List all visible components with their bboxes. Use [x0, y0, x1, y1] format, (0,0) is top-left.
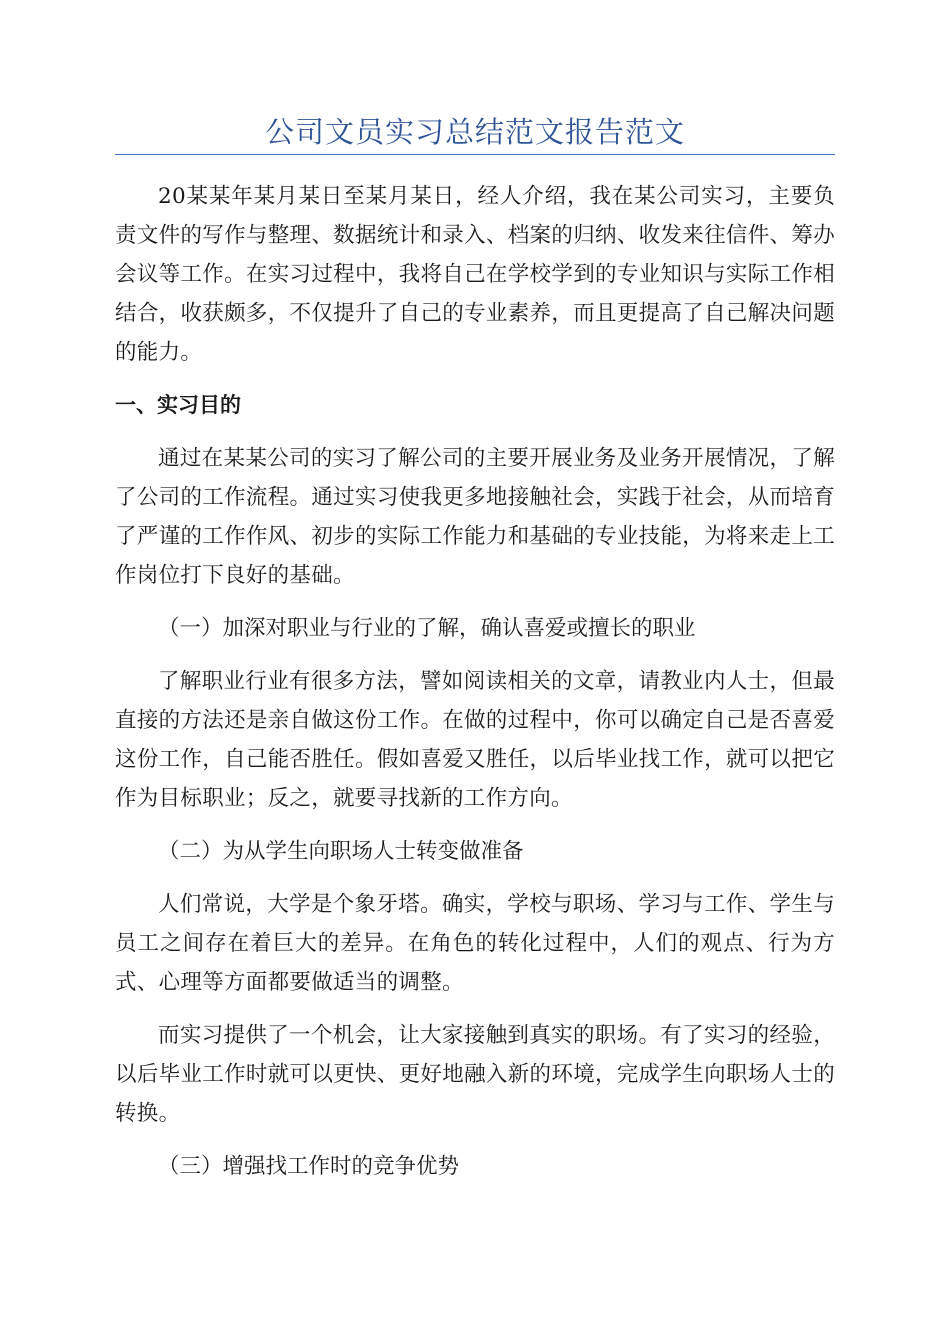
- subsection2-paragraph-1: 人们常说，大学是个象牙塔。确实，学校与职场、学习与工作、学生与员工之间存在着巨大的差异。在角色的转化过程中，人们的观点、行为方式、心理等方面都要做适当的调整。: [115, 892, 835, 995]
- section1-paragraph: 通过在某某公司的实习了解公司的主要开展业务及业务开展情况，了解了公司的工作流程。通过实习使我更多地接触社会，实践于社会，从而培育了严谨的工作作风、初步的实际工作能力和基础的专业技能，为将来走上工作岗位打下良好的基础。: [115, 446, 835, 588]
- subsection2-paragraph-2: 而实习提供了一个机会，让大家接触到真实的职场。有了实习的经验，以后毕业工作时就可以更快、更好地融入新的环境，完成学生向职场人士的转换。: [115, 1023, 835, 1126]
- document-page: [115, 112, 835, 1186]
- document-title: 公司文员实习总结范文报告范文: [115, 112, 835, 155]
- section-heading-1: 一、实习目的: [115, 393, 241, 417]
- subsection-heading-1: （一）加深对职业与行业的了解，确认喜爱或擅长的职业: [158, 616, 696, 641]
- subsection1-paragraph: 了解职业行业有很多方法，譬如阅读相关的文章，请教业内人士，但最直接的方法还是亲自做这份工作。在做的过程中，你可以确定自己是否喜爱这份工作，自己能否胜任。假如喜爱又胜任，以后毕业找工作，就可以把它作为目标职业；反之，就要寻找新的工作方向。: [115, 669, 835, 811]
- subsection-heading-2: （二）为从学生向职场人士转变做准备: [158, 839, 524, 864]
- subsection-heading-3: （三）增强找工作时的竞争优势: [158, 1154, 460, 1179]
- intro-paragraph: 20某某年某月某日至某月某日，经人介绍，我在某公司实习，主要负责文件的写作与整理、数据统计和录入、档案的归纳、收发来往信件、筹办会议等工作。在实习过程中，我将自己在学校学到的专业知识与实际工作相结合，收获颇多，不仅提升了自己的专业素养，而且更提高了自己解决问题的能力。: [115, 184, 835, 365]
